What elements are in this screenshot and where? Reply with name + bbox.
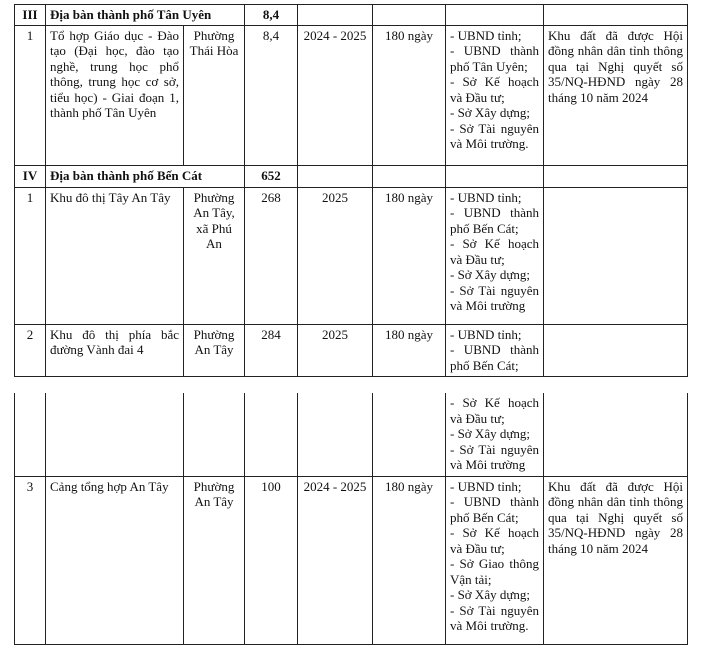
agency-item: - Sở Tài nguyên và Môi trường.	[450, 120, 539, 151]
agency-item: - Sở Xây dựng;	[450, 426, 530, 441]
table-row	[15, 476, 688, 644]
section-name: Địa bàn thành phố Tân Uyên	[46, 5, 245, 26]
agency-item: - Sở Tài nguyên và Môi trường.	[450, 602, 539, 633]
project-location: Phường Thái Hòa	[184, 25, 245, 165]
row-number: 3	[15, 476, 46, 644]
section-row-iv	[15, 165, 688, 187]
section-roman: III	[15, 5, 46, 26]
table-row	[15, 187, 688, 324]
project-name: Cảng tổng hợp An Tây	[46, 476, 184, 644]
project-area: 284	[245, 324, 298, 376]
agency-item: - Sở Xây dựng;	[450, 587, 530, 602]
project-area: 268	[245, 187, 298, 324]
project-period: 2024 - 2025	[298, 25, 373, 165]
agency-item: - Sở Tài nguyên và Môi trường	[450, 441, 539, 472]
agency-item: - UBND tỉnh;	[450, 189, 522, 205]
responsible-agencies	[446, 476, 544, 644]
agency-item: - Sở Xây dựng;	[450, 105, 530, 120]
project-duration: 180 ngày	[373, 187, 446, 324]
project-location: Phường An Tây, xã Phú An	[184, 187, 245, 324]
section-area: 652	[245, 165, 298, 187]
responsible-agencies	[446, 324, 544, 376]
project-name: Tổ hợp Giáo dục - Đào tạo (Đại học, đào tạo nghề, trung học phổ thông, trung học cơ sở, tiểu học) - Giai đoạn 1, thành phố Tân Uyên	[46, 25, 184, 165]
land-project-table-part-1	[14, 4, 688, 377]
project-note: Khu đất đã được Hội đồng nhân dân tỉnh thông qua tại Nghị quyết số 35/NQ-HĐND ngày 28 tháng 10 năm 2024	[544, 476, 688, 644]
row-number: 1	[15, 25, 46, 165]
agency-item: - UBND tỉnh;	[450, 27, 522, 43]
project-duration: 180 ngày	[373, 324, 446, 376]
agency-item: - Sở Tài nguyên và Môi trường	[450, 282, 539, 313]
responsible-agencies	[446, 393, 544, 476]
agency-item: - Sở Xây dựng;	[450, 267, 530, 282]
project-note	[544, 324, 688, 376]
row-number: 1	[15, 187, 46, 324]
project-name: Khu đô thị Tây An Tây	[46, 187, 184, 324]
agency-item: - UBND thành phố Bến Cát;	[450, 205, 539, 236]
agency-item: - Sở Kế hoạch và Đầu tư;	[450, 236, 539, 267]
project-duration: 180 ngày	[373, 25, 446, 165]
agency-item: - Sở Kế hoạch và Đầu tư;	[450, 395, 539, 426]
project-location: Phường An Tây	[184, 476, 245, 644]
agency-item: - Sở Kế hoạch và Đầu tư;	[450, 74, 539, 105]
agency-item: - Sở Giao thông Vận tải;	[450, 556, 539, 587]
table-row-continued	[15, 393, 688, 476]
table-row	[15, 25, 688, 165]
project-duration: 180 ngày	[373, 476, 446, 644]
section-area: 8,4	[245, 5, 298, 26]
project-note	[544, 187, 688, 324]
project-period: 2025	[298, 324, 373, 376]
agency-item: - UBND tỉnh;	[450, 326, 522, 342]
responsible-agencies	[446, 25, 544, 165]
project-area: 100	[245, 476, 298, 644]
agency-item: - UBND thành phố Tân Uyên;	[450, 43, 539, 74]
table-row	[15, 324, 688, 376]
project-period: 2025	[298, 187, 373, 324]
row-number: 2	[15, 324, 46, 376]
project-location: Phường An Tây	[184, 324, 245, 376]
project-name: Khu đô thị phía bắc đường Vành đai 4	[46, 324, 184, 376]
responsible-agencies	[446, 187, 544, 324]
project-period: 2024 - 2025	[298, 476, 373, 644]
agency-item: - UBND thành phố Bến Cát;	[450, 494, 539, 525]
land-project-table-part-2	[14, 393, 688, 645]
project-note: Khu đất đã được Hội đồng nhân dân tỉnh thông qua tại Nghị quyết số 35/NQ-HĐND ngày 28 tháng 10 năm 2024	[544, 25, 688, 165]
project-area: 8,4	[245, 25, 298, 165]
agency-item: - UBND thành phố Bến Cát;	[450, 342, 539, 373]
agency-item: - Sở Kế hoạch và Đầu tư;	[450, 525, 539, 556]
section-name: Địa bàn thành phố Bến Cát	[46, 165, 245, 187]
section-row-iii	[15, 5, 688, 26]
section-roman: IV	[15, 165, 46, 187]
agency-item: - UBND tỉnh;	[450, 478, 522, 494]
